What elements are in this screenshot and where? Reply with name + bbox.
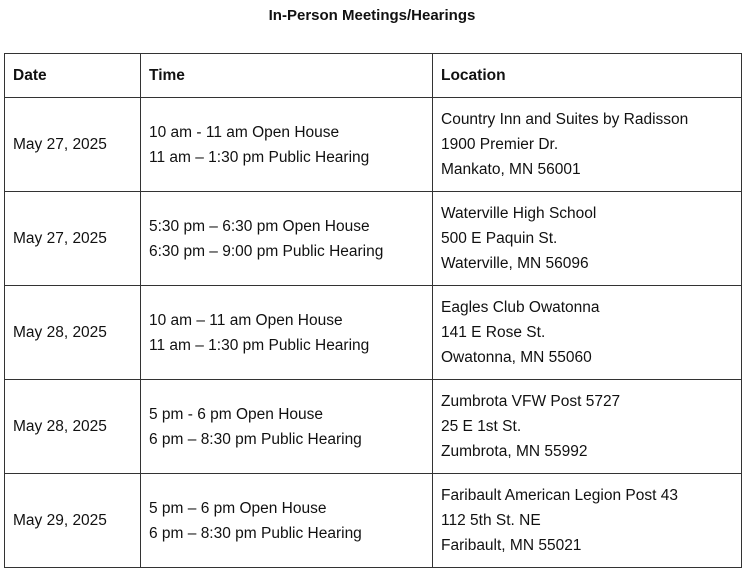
table-row — [5, 380, 742, 474]
table-row — [5, 192, 742, 286]
open-house-time: 5:30 pm – 6:30 pm Open House — [149, 217, 370, 235]
time-cell — [141, 380, 433, 474]
date-cell: May 28, 2025 — [5, 380, 141, 474]
date-cell: May 28, 2025 — [5, 286, 141, 380]
public-hearing-time: 6 pm – 8:30 pm Public Hearing — [149, 524, 362, 542]
street-address: 141 E Rose St. — [441, 324, 546, 341]
table-row — [5, 98, 742, 192]
location-cell — [433, 380, 742, 474]
public-hearing-time: 6 pm – 8:30 pm Public Hearing — [149, 430, 362, 448]
city-state-zip: Waterville, MN 56096 — [441, 255, 589, 272]
date-cell: May 27, 2025 — [5, 98, 141, 192]
location-cell — [433, 286, 742, 380]
open-house-time: 5 pm - 6 pm Open House — [149, 405, 324, 423]
public-hearing-time: 11 am – 1:30 pm Public Hearing — [149, 148, 370, 166]
date-column-header: Date — [5, 54, 141, 98]
public-hearing-time: 6:30 pm – 9:00 pm Public Hearing — [149, 242, 384, 260]
venue-name: Faribault American Legion Post 43 — [441, 487, 678, 504]
location-column-header: Location — [433, 54, 742, 98]
table-row — [5, 286, 742, 380]
table-header-row — [5, 54, 742, 98]
page-title: In-Person Meetings/Hearings — [268, 7, 476, 24]
location-cell — [433, 474, 742, 568]
date-cell: May 27, 2025 — [5, 192, 141, 286]
date-cell: May 29, 2025 — [5, 474, 141, 568]
public-hearing-time: 11 am – 1:30 pm Public Hearing — [149, 336, 370, 354]
location-cell — [433, 192, 742, 286]
city-state-zip: Zumbrota, MN 55992 — [441, 443, 588, 460]
time-cell — [141, 98, 433, 192]
venue-name: Zumbrota VFW Post 5727 — [441, 393, 621, 410]
city-state-zip: Owatonna, MN 55060 — [441, 349, 592, 366]
table-row — [5, 474, 742, 568]
open-house-time: 10 am – 11 am Open House — [149, 311, 343, 329]
location-cell — [433, 98, 742, 192]
venue-name: Waterville High School — [441, 205, 597, 222]
time-cell — [141, 474, 433, 568]
time-cell — [141, 192, 433, 286]
time-column-header: Time — [141, 54, 433, 98]
street-address: 500 E Paquin St. — [441, 230, 558, 247]
street-address: 25 E 1st St. — [441, 418, 522, 435]
open-house-time: 10 am - 11 am Open House — [149, 123, 340, 141]
venue-name: Eagles Club Owatonna — [441, 299, 600, 316]
street-address: 1900 Premier Dr. — [441, 136, 559, 153]
open-house-time: 5 pm – 6 pm Open House — [149, 499, 327, 517]
city-state-zip: Faribault, MN 55021 — [441, 537, 582, 554]
meetings-table — [4, 53, 742, 568]
city-state-zip: Mankato, MN 56001 — [441, 161, 581, 178]
time-cell — [141, 286, 433, 380]
street-address: 112 5th St. NE — [441, 512, 541, 529]
venue-name: Country Inn and Suites by Radisson — [441, 111, 689, 128]
